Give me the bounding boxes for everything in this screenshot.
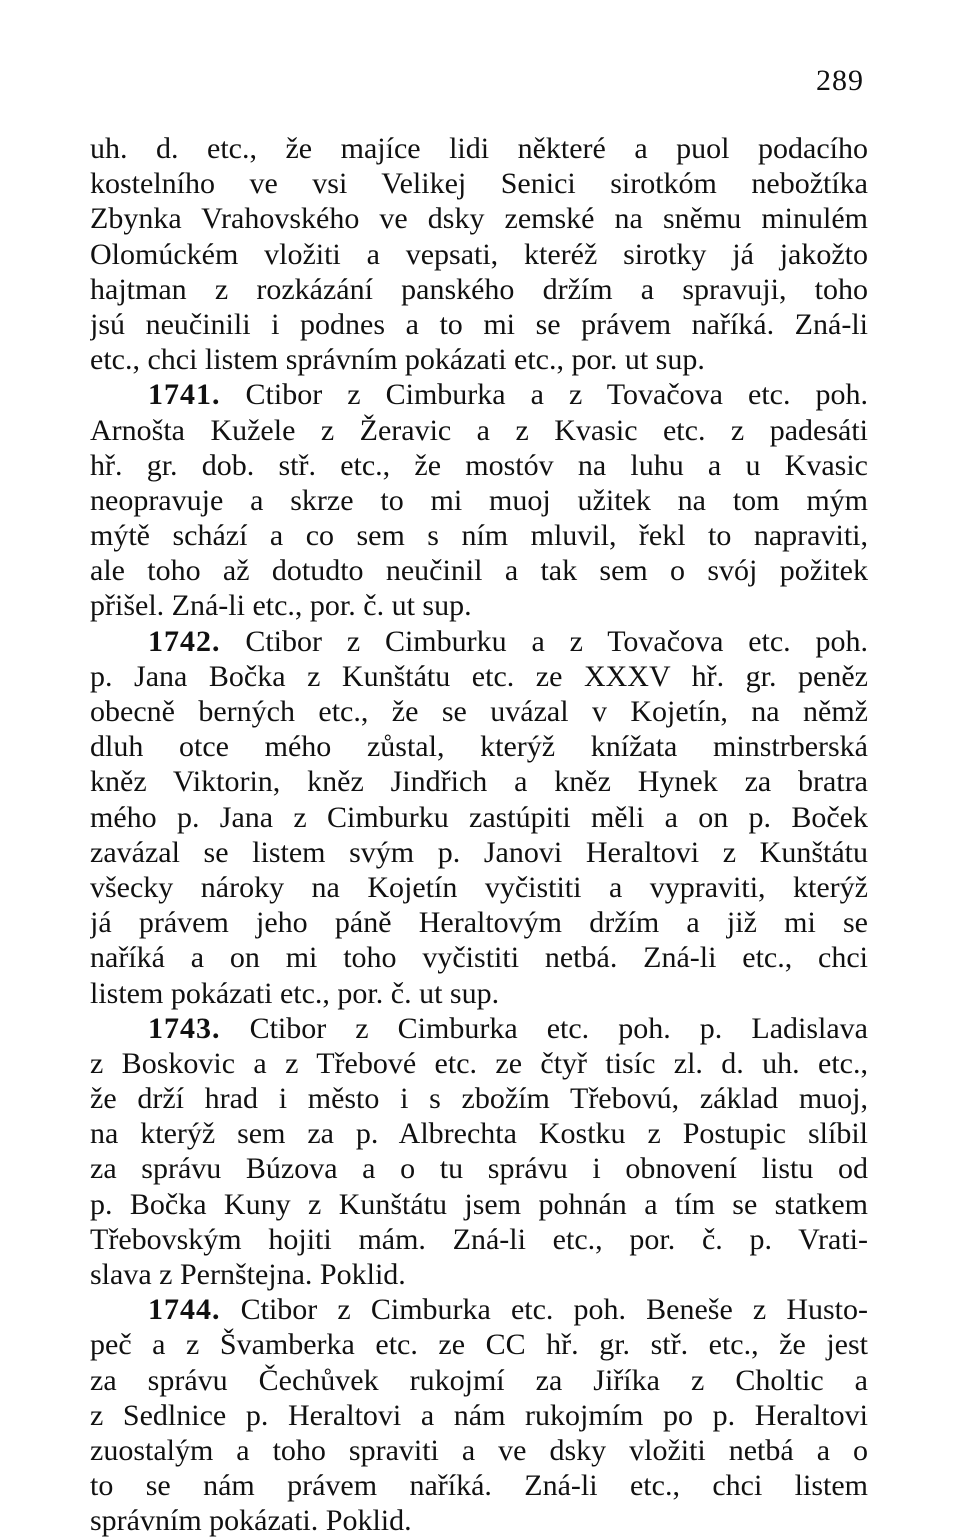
text-line: já právem jeho páně Heraltovým držím a již mi se <box>90 906 868 940</box>
text-line: jsú neučinili i podnes a to mi se právem naříká. Zná-li <box>90 307 868 341</box>
text-line: Zbynka Vrahovského ve dsky zemské na sněmu minulém <box>90 202 868 236</box>
entry-number: 1742. <box>148 624 221 658</box>
entry-first-line <box>90 624 868 659</box>
text-line: neopravuje a skrze to mi muoj užitek na tom mým <box>90 483 868 517</box>
text-line: přišel. Zná-li etc., por. č. ut sup. <box>90 589 472 623</box>
entry-first-line <box>90 1011 868 1046</box>
text-line: listem pokázati etc., por. č. ut sup. <box>90 976 500 1010</box>
entry-first-line-text: Ctibor z Cimburka etc. poh. p. Ladislava <box>249 1011 868 1045</box>
text-line: uh. d. etc., že majíce lidi některé a puol podacího <box>90 132 868 165</box>
text-line: Třebovským hojiti mám. Zná-li etc., por. č. p. Vrati- <box>90 1222 868 1256</box>
text-line: peč a z Švamberka etc. ze CC hř. gr. stř. etc., že jest <box>90 1328 868 1362</box>
text-line: kněz Viktorin, kněz Jindřich a kněz Hynek za bratra <box>90 765 868 799</box>
text-line: zuostalým a toho spraviti a ve dsky vložiti netbá a o <box>90 1433 868 1467</box>
entry-number: 1741. <box>148 378 221 412</box>
text-line: zavázal se listem svým p. Janovi Heraltovi z Kunštátu <box>90 835 868 869</box>
entry-first-line-text: Ctibor z Cimburka a z Tovačova etc. poh. <box>245 378 868 412</box>
entry-first-line-text: Ctibor z Cimburku a z Tovačova etc. poh. <box>245 624 868 658</box>
text-line: hř. gr. dob. stř. etc., že mostóv na luhu a u Kvasic <box>90 448 868 482</box>
text-line: to se nám právem naříká. Zná-li etc., chci listem <box>90 1469 868 1503</box>
page-number: 289 <box>816 64 864 97</box>
text-line: správním pokázati. Poklid. <box>90 1504 412 1538</box>
text-line: za správu Čechůvek rukojmí za Jiříka z Choltic a <box>90 1363 868 1397</box>
text-line: že drží hrad i město i s zbožím Třebovú, základ muoj, <box>90 1082 868 1116</box>
entry-number: 1744. <box>148 1293 221 1327</box>
entry-first-line <box>90 1292 868 1327</box>
text-line: na kterýž sem za p. Albrechta Kostku z Postupic slíbil <box>90 1117 868 1151</box>
entry-number: 1743. <box>148 1011 221 1045</box>
text-line: p. Jana Bočka z Kunštátu etc. ze XXXV hř. gr. peněz <box>90 659 868 693</box>
text-line: Olomúckém vložiti a vepsati, kteréž sirotky já jakožto <box>90 237 868 271</box>
text-line: všecky nároky na Kojetín vyčistiti a vypraviti, kterýž <box>90 870 868 904</box>
text-line: etc., chci listem správním pokázati etc., por. ut sup. <box>90 343 705 377</box>
entry-first-line-text: Ctibor z Cimburka etc. poh. Beneše z Husto- <box>240 1293 868 1327</box>
text-line: dluh otce mého zůstal, kterýž knížata minstrberská <box>90 730 868 764</box>
body-text <box>90 131 868 1539</box>
text-line: ale toho až dotudto neučinil a tak sem o svój požitek <box>90 554 868 588</box>
text-line: z Boskovic a z Třebové etc. ze čtyř tisíc zl. d. uh. etc., <box>90 1046 868 1080</box>
entry-first-line <box>90 377 868 412</box>
text-line: hajtman z rozkázání panského držím a spravuji, toho <box>90 272 868 306</box>
text-line: p. Bočka Kuny z Kunštátu jsem pohnán a tím se statkem <box>90 1187 868 1221</box>
text-line: obecně berných etc., že se uvázal v Kojetín, na němž <box>90 695 868 728</box>
text-line: naříká a on mi toho vyčistiti netbá. Zná-li etc., chci <box>90 941 868 975</box>
text-line: za správu Búzova a o tu správu i obnovení listu od <box>90 1152 868 1186</box>
text-line: z Sedlnice p. Heraltovi a nám rukojmím po p. Heraltovi <box>90 1398 868 1432</box>
text-line: mého p. Jana z Cimburku zastúpiti měli a on p. Boček <box>90 800 868 834</box>
text-line: slava z Pernštejna. Poklid. <box>90 1258 406 1291</box>
text-line: mýtě schází a co sem s ním mluvil, řekl to napraviti, <box>90 519 868 553</box>
text-line: kostelního ve vsi Velikej Senici sirotkóm nebožtíka <box>90 167 868 201</box>
text-line: Arnošta Kužele z Žeravic a z Kvasic etc. z padesáti <box>90 413 868 447</box>
